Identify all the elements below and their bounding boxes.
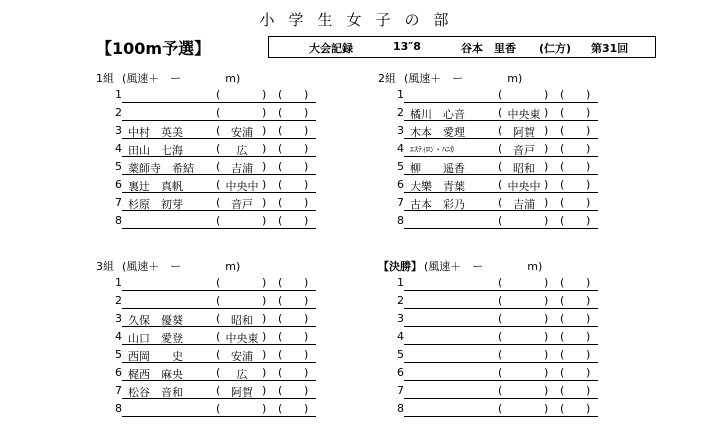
table-row [378, 274, 598, 292]
result-open-paren: ( [278, 294, 283, 307]
lane-number: 4 [397, 330, 404, 343]
lane-number: 7 [397, 196, 404, 209]
result-open-paren: ( [560, 384, 565, 397]
row-underline [404, 210, 598, 211]
team-close-paren: ) [262, 214, 267, 227]
team-close-paren: ) [544, 330, 549, 343]
team-name: 音戸 [513, 144, 535, 157]
table-row [96, 122, 316, 140]
team-name: 安浦 [231, 126, 253, 139]
lane-number: 5 [397, 160, 404, 173]
lane-number: 2 [115, 106, 122, 119]
result-close-paren: ) [304, 384, 309, 397]
heat-header [96, 258, 316, 274]
result-open-paren: ( [560, 196, 565, 209]
table-row [96, 104, 316, 122]
team-close-paren: ) [544, 384, 549, 397]
result-close-paren: ) [304, 276, 309, 289]
row-underline [122, 102, 316, 103]
athlete-name: 中村 英美 [128, 126, 183, 139]
table-row [378, 310, 598, 328]
lane-number: 8 [115, 402, 122, 415]
team-open-paren: ( [498, 402, 503, 415]
result-close-paren: ) [586, 330, 591, 343]
lane-number: 8 [115, 214, 122, 227]
athlete-name: 西岡 史 [128, 350, 183, 363]
team-name: 阿賀 [231, 386, 253, 399]
athlete-name: 古本 彩乃 [410, 198, 465, 211]
table-row [96, 86, 316, 104]
wind-reading: (風速＋ ー m) [424, 260, 543, 273]
team-open-paren: ( [216, 276, 221, 289]
table-row [378, 86, 598, 104]
athlete-name: 田山 七海 [128, 144, 183, 157]
result-open-paren: ( [278, 178, 283, 191]
athlete-name: 杉原 初芽 [128, 198, 183, 211]
team-name: 阿賀 [513, 126, 535, 139]
table-row [96, 382, 316, 400]
table-row [378, 364, 598, 382]
lane-number: 6 [397, 366, 404, 379]
team-open-paren: ( [498, 124, 503, 137]
table-row [378, 194, 598, 212]
team-name: 中央中 [507, 180, 541, 193]
team-open-paren: ( [498, 330, 503, 343]
team-close-paren: ) [262, 294, 267, 307]
team-open-paren: ( [498, 196, 503, 209]
result-open-paren: ( [278, 330, 283, 343]
heat-label: 2組 [378, 72, 396, 85]
team-open-paren: ( [498, 88, 503, 101]
lane-number: 4 [397, 142, 404, 155]
wind-reading: (風速＋ ー m) [404, 72, 523, 85]
row-underline [122, 228, 316, 229]
result-close-paren: ) [304, 178, 309, 191]
table-row [378, 292, 598, 310]
athlete-name: 裏辻 真帆 [128, 180, 183, 193]
lane-number: 7 [115, 384, 122, 397]
lane-number: 3 [115, 124, 122, 137]
heat-label: 【決勝】 [378, 260, 422, 273]
row-underline [122, 344, 316, 345]
row-underline [404, 228, 598, 229]
lane-number: 3 [397, 312, 404, 325]
team-close-paren: ) [544, 178, 549, 191]
record-label: 大会記録 [309, 42, 353, 55]
table-row [378, 140, 598, 158]
team-open-paren: ( [498, 366, 503, 379]
team-close-paren: ) [262, 276, 267, 289]
result-open-paren: ( [278, 88, 283, 101]
result-open-paren: ( [560, 142, 565, 155]
team-open-paren: ( [216, 402, 221, 415]
heat-header [378, 70, 598, 86]
result-open-paren: ( [560, 160, 565, 173]
athlete-name: 山口 愛登 [128, 332, 183, 345]
result-close-paren: ) [586, 178, 591, 191]
team-open-paren: ( [498, 276, 503, 289]
record-time: 13″8 [393, 40, 421, 53]
lane-number: 5 [397, 348, 404, 361]
lane-number: 1 [115, 276, 122, 289]
row-underline [122, 290, 316, 291]
result-open-paren: ( [278, 196, 283, 209]
result-open-paren: ( [560, 106, 565, 119]
final [378, 258, 598, 418]
lane-number: 2 [115, 294, 122, 307]
result-open-paren: ( [278, 348, 283, 361]
team-close-paren: ) [544, 106, 549, 119]
team-close-paren: ) [262, 124, 267, 137]
table-row [378, 346, 598, 364]
result-close-paren: ) [304, 366, 309, 379]
row-underline [122, 120, 316, 121]
team-close-paren: ) [544, 160, 549, 173]
athlete-name: 橘川 心音 [410, 108, 465, 121]
result-open-paren: ( [278, 160, 283, 173]
team-name: 昭和 [513, 162, 535, 175]
athlete-name: ｴｽﾃｨﾛﾝ・ﾊﾆｶ [410, 145, 454, 154]
row-underline [404, 290, 598, 291]
team-close-paren: ) [544, 88, 549, 101]
lane-number: 1 [397, 88, 404, 101]
meet-record-box [268, 36, 656, 58]
table-row [378, 176, 598, 194]
result-open-paren: ( [278, 214, 283, 227]
table-row [378, 104, 598, 122]
row-underline [122, 380, 316, 381]
row-underline [404, 308, 598, 309]
result-open-paren: ( [278, 124, 283, 137]
lane-number: 2 [397, 106, 404, 119]
record-club: (仁方) [539, 42, 572, 55]
team-close-paren: ) [262, 196, 267, 209]
team-open-paren: ( [216, 348, 221, 361]
athlete-name: 薬師寺 希結 [128, 162, 194, 175]
team-close-paren: ) [544, 366, 549, 379]
row-underline [122, 156, 316, 157]
table-row [378, 328, 598, 346]
team-open-paren: ( [216, 124, 221, 137]
lane-number: 1 [397, 276, 404, 289]
lane-number: 8 [397, 214, 404, 227]
result-close-paren: ) [304, 88, 309, 101]
team-open-paren: ( [216, 312, 221, 325]
row-underline [122, 326, 316, 327]
result-open-paren: ( [560, 366, 565, 379]
team-name: 広 [236, 368, 248, 381]
result-close-paren: ) [304, 348, 309, 361]
row-underline [404, 326, 598, 327]
lane-number: 2 [397, 294, 404, 307]
heat-3 [96, 258, 316, 418]
result-close-paren: ) [586, 366, 591, 379]
team-open-paren: ( [216, 88, 221, 101]
lane-number: 8 [397, 402, 404, 415]
result-close-paren: ) [586, 124, 591, 137]
result-close-paren: ) [304, 312, 309, 325]
team-close-paren: ) [544, 196, 549, 209]
result-open-paren: ( [560, 88, 565, 101]
team-open-paren: ( [498, 142, 503, 155]
team-open-paren: ( [498, 178, 503, 191]
table-row [96, 158, 316, 176]
heat-2 [378, 70, 598, 230]
result-close-paren: ) [304, 196, 309, 209]
result-close-paren: ) [586, 312, 591, 325]
row-underline [122, 138, 316, 139]
result-close-paren: ) [586, 160, 591, 173]
lane-number: 5 [115, 160, 122, 173]
table-row [96, 292, 316, 310]
athlete-name: 梶西 麻央 [128, 368, 183, 381]
athlete-name: 松谷 音和 [128, 386, 183, 399]
lane-number: 6 [115, 178, 122, 191]
heat-1 [96, 70, 316, 230]
record-edition: 第31回 [591, 42, 629, 55]
team-close-paren: ) [544, 294, 549, 307]
team-close-paren: ) [544, 142, 549, 155]
team-open-paren: ( [498, 348, 503, 361]
result-close-paren: ) [586, 402, 591, 415]
team-close-paren: ) [544, 348, 549, 361]
row-underline [122, 398, 316, 399]
team-name: 吉浦 [231, 162, 253, 175]
team-name: 音戸 [231, 198, 253, 211]
wind-reading: (風速＋ ー m) [122, 260, 241, 273]
team-close-paren: ) [544, 276, 549, 289]
row-underline [404, 380, 598, 381]
team-open-paren: ( [216, 330, 221, 343]
lane-number: 3 [397, 124, 404, 137]
result-close-paren: ) [304, 214, 309, 227]
team-open-paren: ( [498, 106, 503, 119]
team-close-paren: ) [544, 124, 549, 137]
table-row [378, 382, 598, 400]
lane-number: 6 [115, 366, 122, 379]
athlete-name: 久保 優葵 [128, 314, 183, 327]
result-close-paren: ) [586, 214, 591, 227]
team-open-paren: ( [216, 366, 221, 379]
result-close-paren: ) [586, 142, 591, 155]
athlete-name: 木本 愛理 [410, 126, 465, 139]
result-close-paren: ) [304, 124, 309, 137]
team-open-paren: ( [216, 160, 221, 173]
result-close-paren: ) [304, 294, 309, 307]
team-close-paren: ) [262, 178, 267, 191]
team-open-paren: ( [216, 294, 221, 307]
team-open-paren: ( [216, 178, 221, 191]
team-open-paren: ( [498, 384, 503, 397]
result-open-paren: ( [560, 402, 565, 415]
row-underline [404, 102, 598, 103]
result-open-paren: ( [278, 312, 283, 325]
page-title: 小学生女子の部 [259, 11, 463, 29]
team-close-paren: ) [262, 106, 267, 119]
team-open-paren: ( [498, 214, 503, 227]
table-row [96, 274, 316, 292]
table-row [96, 346, 316, 364]
row-underline [404, 156, 598, 157]
result-close-paren: ) [586, 196, 591, 209]
row-underline [404, 416, 598, 417]
row-underline [404, 120, 598, 121]
lane-number: 7 [397, 384, 404, 397]
heat-label: 3組 [96, 260, 114, 273]
lane-number: 1 [115, 88, 122, 101]
team-open-paren: ( [498, 160, 503, 173]
result-close-paren: ) [586, 348, 591, 361]
team-close-paren: ) [544, 312, 549, 325]
result-close-paren: ) [586, 384, 591, 397]
team-name: 広 [236, 144, 248, 157]
team-close-paren: ) [262, 348, 267, 361]
result-close-paren: ) [304, 160, 309, 173]
result-close-paren: ) [304, 106, 309, 119]
team-name: 中央東 [225, 332, 259, 345]
team-close-paren: ) [262, 142, 267, 155]
result-open-paren: ( [560, 312, 565, 325]
table-row [96, 364, 316, 382]
team-close-paren: ) [544, 214, 549, 227]
heat-header [378, 258, 598, 274]
wind-reading: (風速＋ ー m) [122, 72, 241, 85]
row-underline [122, 308, 316, 309]
team-open-paren: ( [216, 214, 221, 227]
team-close-paren: ) [262, 88, 267, 101]
result-open-paren: ( [278, 366, 283, 379]
result-close-paren: ) [586, 88, 591, 101]
table-row [96, 310, 316, 328]
team-name: 安浦 [231, 350, 253, 363]
row-underline [122, 192, 316, 193]
team-open-paren: ( [216, 196, 221, 209]
result-open-paren: ( [560, 276, 565, 289]
heat-label: 1組 [96, 72, 114, 85]
result-close-paren: ) [304, 402, 309, 415]
result-close-paren: ) [586, 106, 591, 119]
row-underline [122, 174, 316, 175]
table-row [378, 122, 598, 140]
lane-number: 4 [115, 330, 122, 343]
team-open-paren: ( [216, 142, 221, 155]
lane-number: 7 [115, 196, 122, 209]
team-close-paren: ) [262, 366, 267, 379]
team-close-paren: ) [262, 402, 267, 415]
lane-number: 5 [115, 348, 122, 361]
athlete-name: 柳 遥香 [410, 162, 465, 175]
row-underline [404, 174, 598, 175]
record-holder: 谷本 里香 [461, 42, 516, 55]
result-open-paren: ( [560, 330, 565, 343]
row-underline [404, 138, 598, 139]
row-underline [122, 210, 316, 211]
table-row [96, 328, 316, 346]
table-row [378, 212, 598, 230]
team-name: 昭和 [231, 314, 253, 327]
lane-number: 6 [397, 178, 404, 191]
team-open-paren: ( [498, 294, 503, 307]
result-open-paren: ( [560, 214, 565, 227]
table-row [378, 158, 598, 176]
result-close-paren: ) [304, 330, 309, 343]
event-label: 【100m予選】 [96, 39, 211, 58]
row-underline [404, 344, 598, 345]
team-name: 中央東 [507, 108, 541, 121]
athlete-name: 大樂 青葉 [410, 180, 465, 193]
result-open-paren: ( [278, 276, 283, 289]
team-close-paren: ) [262, 160, 267, 173]
row-underline [122, 416, 316, 417]
result-open-paren: ( [560, 178, 565, 191]
row-underline [404, 398, 598, 399]
table-row [96, 176, 316, 194]
result-open-paren: ( [278, 402, 283, 415]
row-underline [404, 192, 598, 193]
team-open-paren: ( [216, 106, 221, 119]
result-open-paren: ( [278, 142, 283, 155]
team-close-paren: ) [262, 384, 267, 397]
result-close-paren: ) [304, 142, 309, 155]
team-close-paren: ) [544, 402, 549, 415]
table-row [96, 194, 316, 212]
row-underline [404, 362, 598, 363]
result-close-paren: ) [586, 294, 591, 307]
result-open-paren: ( [278, 384, 283, 397]
lane-number: 3 [115, 312, 122, 325]
team-open-paren: ( [498, 312, 503, 325]
row-underline [122, 362, 316, 363]
table-row [96, 140, 316, 158]
table-row [378, 400, 598, 418]
result-open-paren: ( [560, 124, 565, 137]
result-open-paren: ( [560, 294, 565, 307]
team-name: 吉浦 [513, 198, 535, 211]
result-close-paren: ) [586, 276, 591, 289]
lane-number: 4 [115, 142, 122, 155]
team-close-paren: ) [262, 312, 267, 325]
table-row [96, 400, 316, 418]
heat-header [96, 70, 316, 86]
result-open-paren: ( [278, 106, 283, 119]
result-open-paren: ( [560, 348, 565, 361]
team-open-paren: ( [216, 384, 221, 397]
table-row [96, 212, 316, 230]
team-name: 中央中 [225, 180, 259, 193]
team-close-paren: ) [262, 330, 267, 343]
